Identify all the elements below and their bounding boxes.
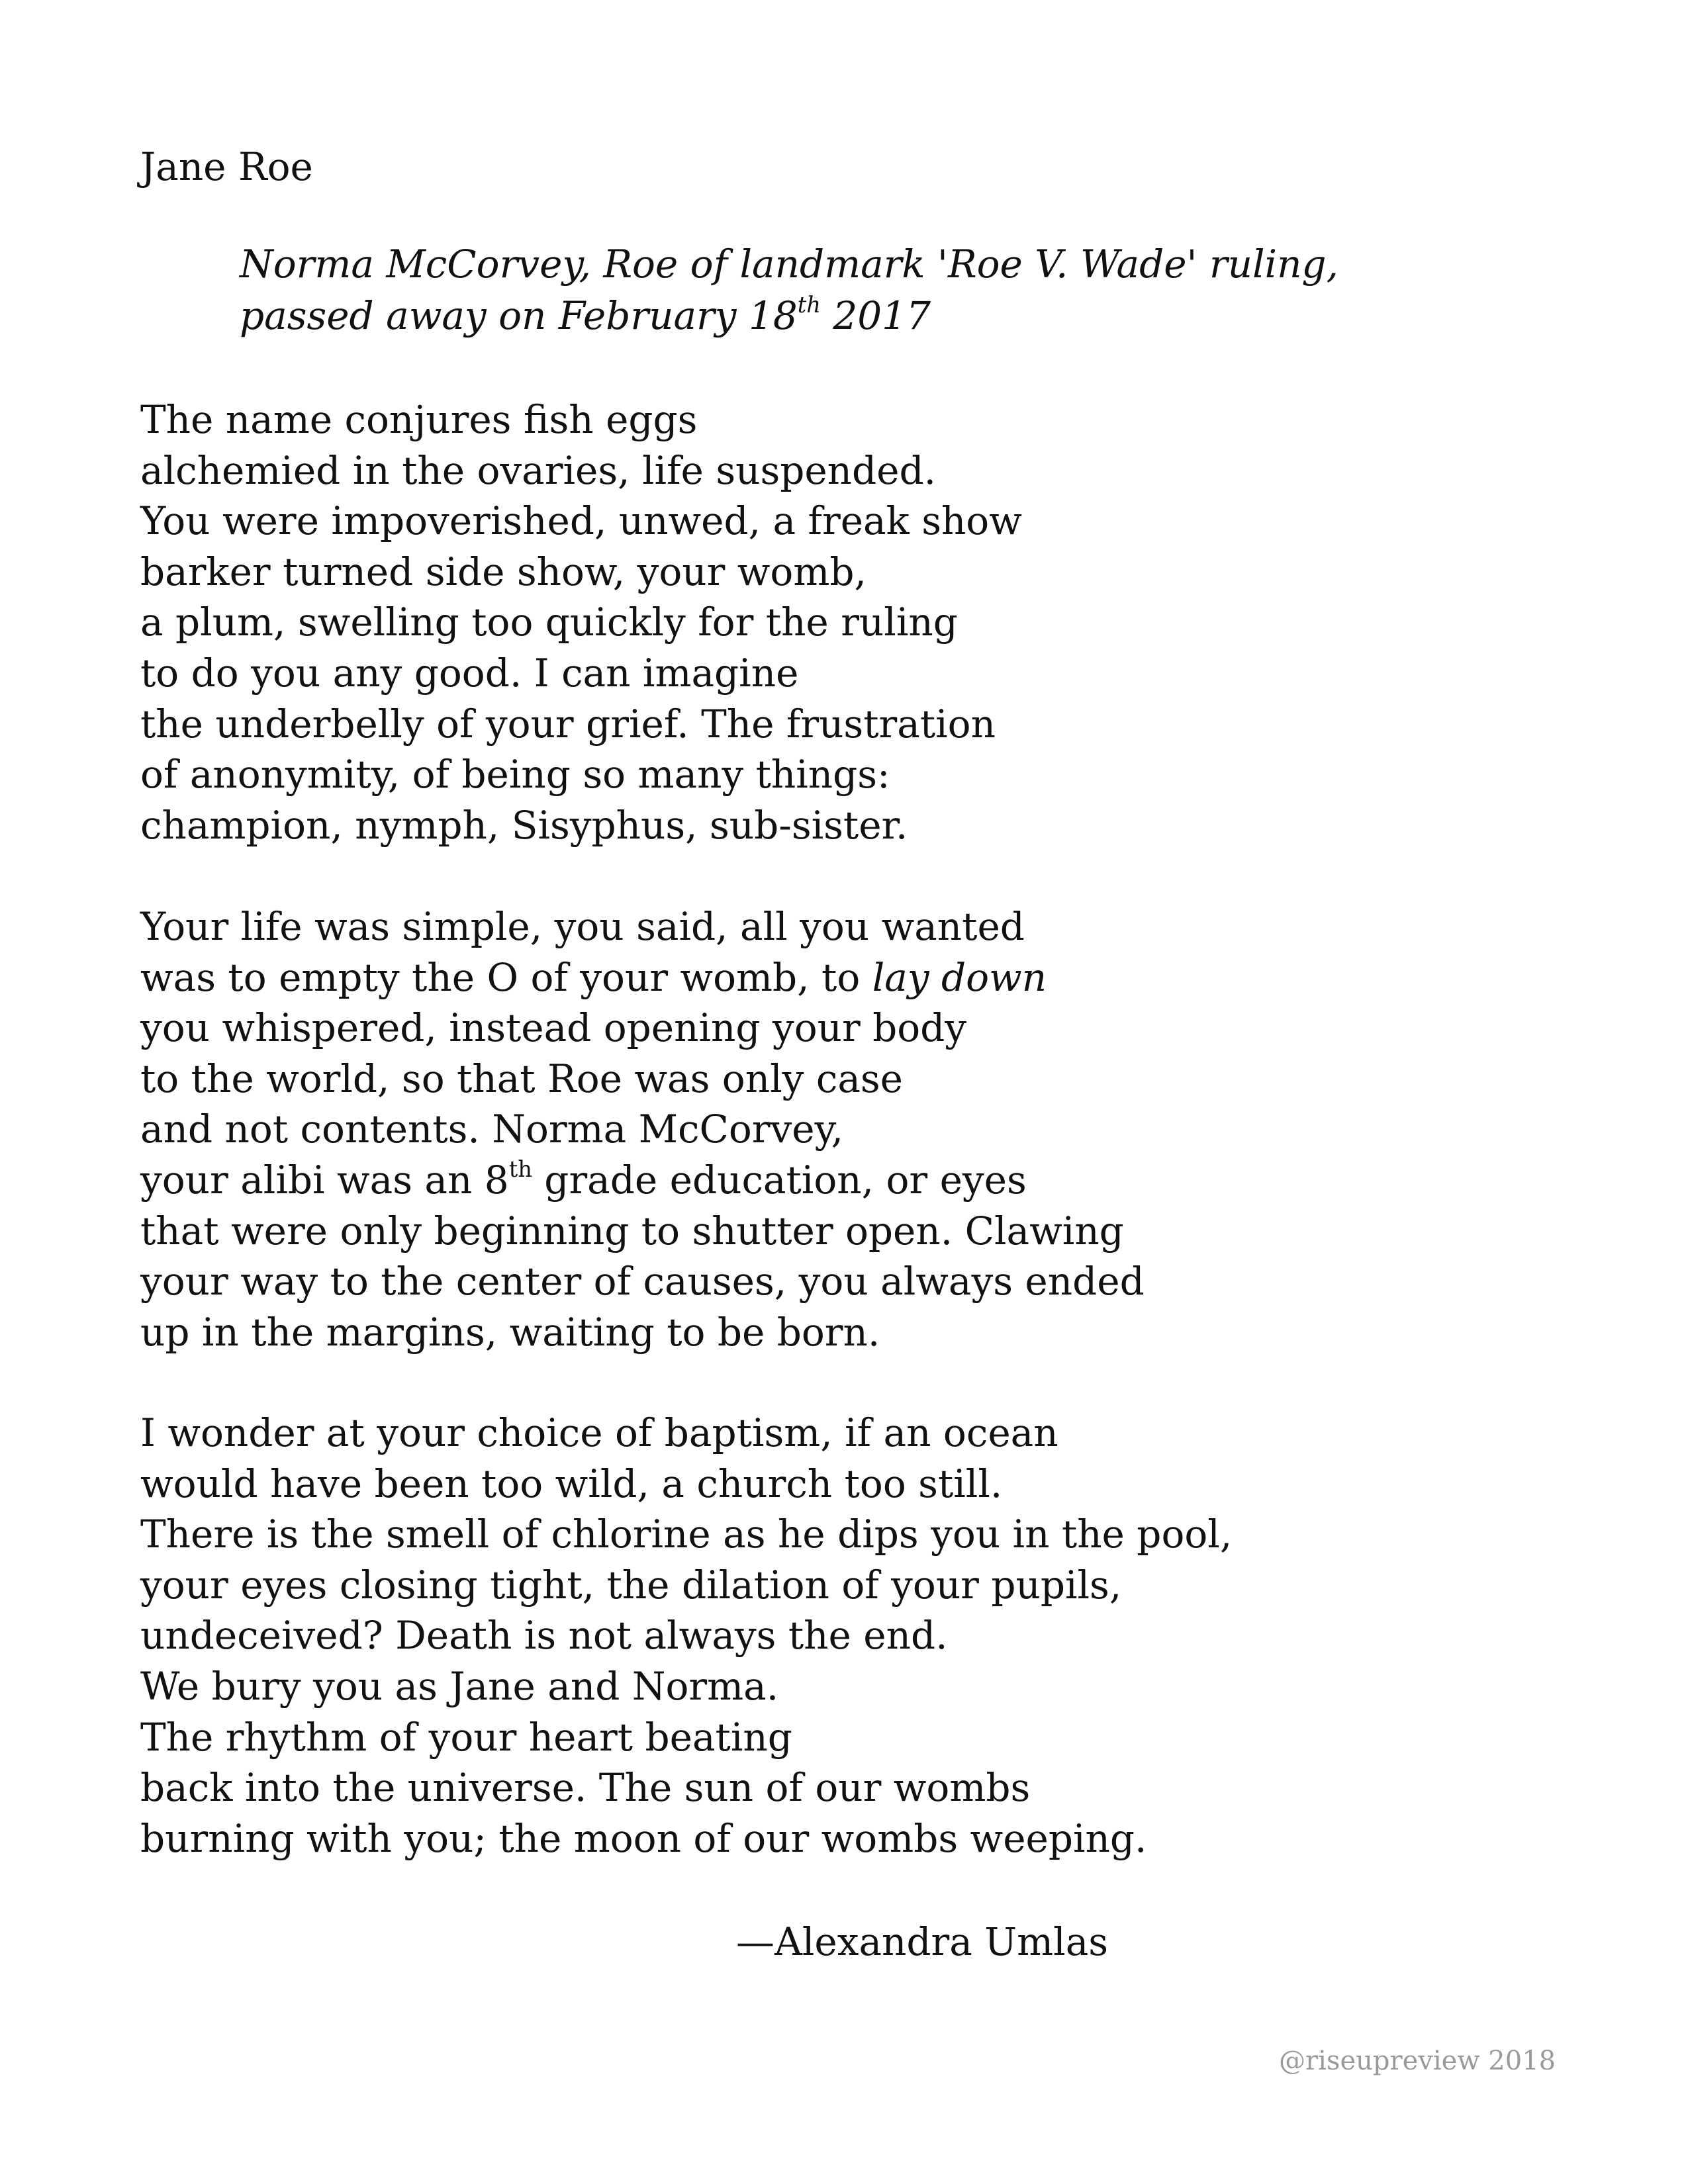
poem-line: would have been too wild, a church too still. (140, 1461, 1003, 1506)
poem-text: was to empty the O of your womb, to (140, 954, 872, 1000)
ordinal-suffix: th (508, 1156, 532, 1182)
poem-line: you whispered, instead opening your body (140, 1005, 967, 1051)
dedication-line-2 (240, 290, 1338, 341)
author-signature: —Alexandra Umlas (736, 1919, 1109, 1964)
poem-line: a plum, swelling too quickly for the ruling (140, 600, 958, 645)
dedication-line-1: Norma McCorvey, Roe of landmark 'Roe V. Wade' ruling, (240, 242, 1338, 287)
poem-line: back into the universe. The sun of our wombs (140, 1765, 1031, 1811)
stanza-2 (140, 901, 1145, 1357)
stanza-3 (140, 1408, 1232, 1864)
poem-line: undeceived? Death is not always the end. (140, 1613, 948, 1659)
poem-text: grade education, or eyes (532, 1157, 1027, 1203)
poem-line: There is the smell of chlorine as he dips you in the pool, (140, 1512, 1233, 1557)
poem-line: your way to the center of causes, you always ended (140, 1259, 1145, 1304)
poem-line: I wonder at your choice of baptism, if an ocean (140, 1410, 1058, 1455)
poem-line: Your life was simple, you said, all you wanted (140, 904, 1025, 949)
poem-line: that were only beginning to shutter open. Clawing (140, 1208, 1124, 1253)
ordinal-suffix: th (797, 291, 821, 318)
poem-line: to the world, so that Roe was only case (140, 1056, 903, 1101)
poem-line: and not contents. Norma McCorvey, (140, 1107, 844, 1152)
poem-line: The name conjures fish eggs (140, 397, 698, 442)
poem-line: of anonymity, of being so many things: (140, 752, 890, 797)
poem-line: alchemied in the ovaries, life suspended. (140, 447, 937, 493)
poem-line: burning with you; the moon of our wombs weeping. (140, 1815, 1147, 1861)
poem-line (140, 1155, 1145, 1206)
poem-line: to do you any good. I can imagine (140, 650, 799, 696)
poem-line: We bury you as Jane and Norma. (140, 1663, 779, 1709)
poem-line: your eyes closing tight, the dilation of your pupils, (140, 1562, 1122, 1608)
poem-line (140, 952, 1145, 1003)
copyright-notice: @riseupreview 2018 (1279, 2046, 1556, 2076)
dedication (240, 238, 1338, 341)
poem-line: The rhythm of your heart beating (140, 1714, 792, 1760)
stanza-1 (140, 394, 1022, 850)
poem-line: up in the margins, waiting to be born. (140, 1309, 880, 1355)
poem-line: barker turned side show, your womb, (140, 549, 867, 594)
poem-line: the underbelly of your grief. The frustration (140, 701, 996, 747)
poem-line: champion, nymph, Sisyphus, sub-sister. (140, 802, 908, 848)
poem-text: your alibi was an 8 (140, 1157, 509, 1203)
dedication-year: 2017 (820, 293, 931, 338)
poem-title: Jane Roe (140, 144, 313, 189)
dedication-text: passed away on February 18 (240, 293, 798, 338)
emphasis-text: lay down (872, 954, 1047, 1000)
poem-line: You were impoverished, unwed, a freak show (140, 498, 1022, 544)
